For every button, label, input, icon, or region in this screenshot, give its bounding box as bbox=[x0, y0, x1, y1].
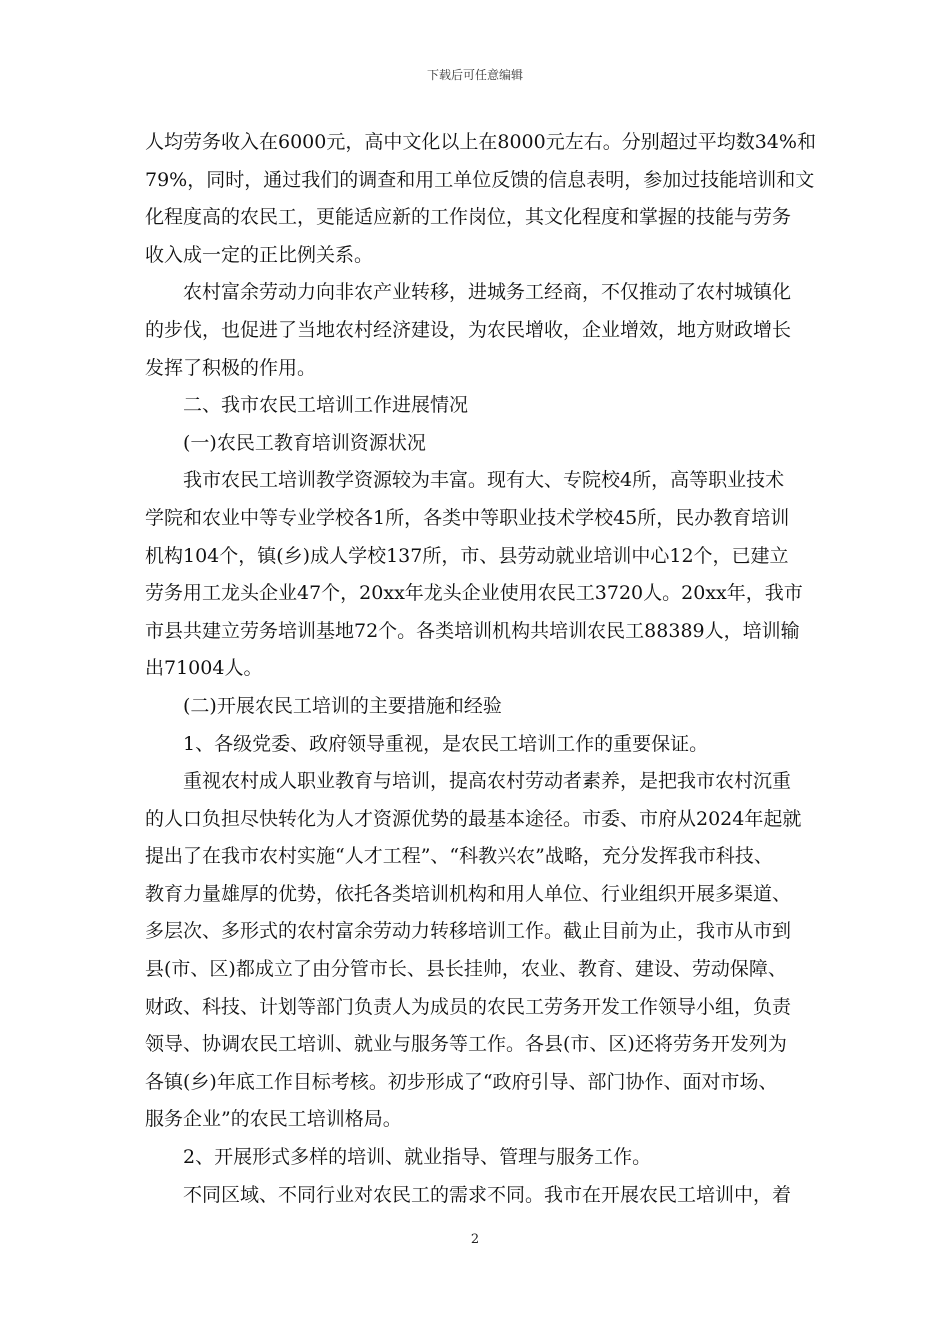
numbered-point bbox=[145, 1139, 825, 1177]
text-line: 1、各级党委、政府领导重视，是农民工培训工作的重要保证。 bbox=[183, 732, 709, 755]
heading-line: (一)农民工教育培训资源状况 bbox=[183, 431, 426, 454]
text-line: 出71004人。 bbox=[145, 657, 263, 680]
page-header: 下载后可任意编辑 bbox=[426, 68, 523, 82]
heading-line: 二、我市农民工培训工作进展情况 bbox=[183, 394, 469, 417]
numbered-point bbox=[145, 726, 825, 764]
text-line: 领导、协调农民工培训、就业与服务等工作。各县(市、区)还将劳务开发列为 bbox=[145, 1033, 787, 1056]
text-line: 发挥了积极的作用。 bbox=[145, 356, 317, 379]
text-line: 79%，同时，通过我们的调查和用工单位反馈的信息表明，参加过技能培训和文 bbox=[145, 168, 815, 191]
text-line: 县(市、区)都成立了由分管市长、县长挂帅，农业、教育、建设、劳动保障、 bbox=[145, 958, 787, 981]
paragraph bbox=[145, 274, 825, 387]
paragraph bbox=[145, 763, 825, 1139]
text-line: 我市农民工培训教学资源较为丰富。现有大、专院校4所，高等职业技术 bbox=[183, 469, 785, 492]
text-line: 的人口负担尽快转化为人才资源优势的最基本途径。市委、市府从2024年起就 bbox=[145, 807, 802, 830]
text-line: 学院和农业中等专业学校各1所，各类中等职业技术学校45所，民办教育培训 bbox=[145, 506, 790, 529]
text-line: 机构104个，镇(乡)成人学校137所，市、县劳动就业培训中心12个，已建立 bbox=[145, 544, 789, 567]
text-line: 提出了在我市农村实施“人才工程”、“科教兴农”战略，充分发挥我市科技、 bbox=[145, 845, 773, 868]
document-body bbox=[145, 124, 825, 1214]
paragraph bbox=[145, 124, 825, 274]
text-line: 化程度高的农民工，更能适应新的工作岗位，其文化程度和掌握的技能与劳务 bbox=[145, 206, 792, 229]
text-line: 重视农村成人职业教育与培训，提高农村劳动者素养，是把我市农村沉重 bbox=[183, 770, 792, 793]
page-number: 2 bbox=[470, 1232, 480, 1247]
text-line: 市县共建立劳务培训基地72个。各类培训机构共培训农民工88389人，培训输 bbox=[145, 619, 800, 642]
text-line: 服务企业”的农民工培训格局。 bbox=[145, 1108, 402, 1131]
text-line: 教育力量雄厚的优势，依托各类培训机构和用人单位、行业组织开展多渠道、 bbox=[145, 882, 792, 905]
text-line: 的步伐，也促进了当地农村经济建设，为农民增收，企业增效，地方财政增长 bbox=[145, 318, 792, 341]
section-heading bbox=[145, 387, 825, 425]
text-line: 人均劳务收入在6000元，高中文化以上在8000元左右。分别超过平均数34%和 bbox=[145, 131, 816, 153]
subsection-heading bbox=[145, 425, 825, 463]
heading-line: (二)开展农民工培训的主要措施和经验 bbox=[183, 694, 502, 717]
text-line: 不同区域、不同行业对农民工的需求不同。我市在开展农民工培训中，着 bbox=[183, 1183, 792, 1206]
text-line: 多层次、多形式的农村富余劳动力转移培训工作。截止目前为止，我市从市到 bbox=[145, 920, 792, 943]
paragraph bbox=[145, 462, 825, 688]
text-line: 财政、科技、计划等部门负责人为成员的农民工劳务开发工作领导小组，负责 bbox=[145, 995, 792, 1018]
text-line: 农村富余劳动力向非农产业转移，进城务工经商，不仅推动了农村城镇化 bbox=[183, 281, 792, 304]
text-line: 各镇(乡)年底工作目标考核。初步形成了“政府引导、部门协作、面对市场、 bbox=[145, 1070, 778, 1093]
text-line: 劳务用工龙头企业47个，20xx年龙头企业使用农民工3720人。20xx年，我市 bbox=[145, 582, 803, 605]
subsection-heading bbox=[145, 688, 825, 726]
paragraph bbox=[145, 1177, 825, 1215]
text-line: 收入成一定的正比例关系。 bbox=[145, 243, 374, 266]
text-line: 2、开展形式多样的培训、就业指导、管理与服务工作。 bbox=[183, 1146, 652, 1169]
